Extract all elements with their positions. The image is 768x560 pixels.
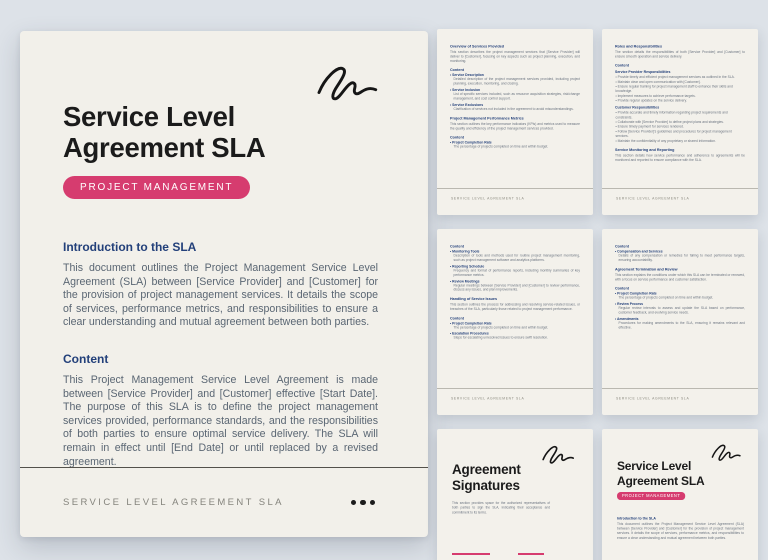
bullet-desc: Steps for escalating unresolved issues to ensure swift resolution. xyxy=(453,336,549,340)
bullet-label: • Review Process xyxy=(615,302,745,306)
thumb-heading: Agreement Termination and Review xyxy=(615,266,678,272)
bullet-label: • Project Completion Rate xyxy=(615,292,745,296)
bullet-item xyxy=(615,302,745,315)
bullet-label: • Monitoring Tools xyxy=(450,250,580,254)
bullet-label: • Compensation and Services xyxy=(615,250,745,254)
bullet-item xyxy=(450,250,580,263)
signature-line-provider xyxy=(452,553,490,555)
title-line-2: Signatures xyxy=(452,478,520,493)
thumb-subheading: Customer Responsibilities xyxy=(615,106,660,110)
thumb-content xyxy=(615,244,745,388)
bullet-desc: Clarification of services not included in the agreement to avoid misunderstandings. xyxy=(453,107,574,111)
bullet-desc: Regular review intervals to assess and update the SLA based on performance, customer feedback, and evolving service needs. xyxy=(618,306,745,315)
signature-line-customer xyxy=(518,553,544,555)
thumb-para: This section describes the project management services that [Service Provider] will deliver to [Customer], focusing on key aspects such as project planning, execution, and monitoring. xyxy=(450,50,580,64)
thumb-li: • Collaborate with [Service Provider] to define project plans and strategies. xyxy=(616,120,746,125)
footer-title: SERVICE LEVEL AGREEMENT SLA xyxy=(616,396,690,401)
signatures-body: This section provides space for the authorized representatives of both parties to sign the SLA, indicating their acceptance and commitment to its terms. xyxy=(452,501,550,515)
thumb-heading: Content xyxy=(450,67,464,73)
thumb-footer xyxy=(437,188,593,208)
thumb-li: • Ensure regular training for project management staff to enhance their skills and knowledge. xyxy=(616,84,746,93)
bullet-desc: The percentage of projects completed on time and within budget. xyxy=(453,325,549,330)
thumb-li: • Maintain the confidentiality of any proprietary or shared information. xyxy=(616,139,746,144)
section-heading-content: Content xyxy=(63,351,109,366)
ellipsis-icon xyxy=(351,500,376,506)
thumb-heading: Content xyxy=(615,244,629,249)
title-line-1: Service Level xyxy=(63,101,235,132)
bullet-label: • Project Completion Rate xyxy=(450,322,580,326)
footer-title: SERVICE LEVEL AGREEMENT SLA xyxy=(63,497,284,508)
thumb-footer xyxy=(602,388,758,408)
bullet-label: • Service Exclusions xyxy=(450,103,580,107)
thumb-content xyxy=(450,244,580,388)
thumb-para: This section outlines the key performance indicators (KPIs) and metrics used to measure the quality and efficiency of the project management services provided. xyxy=(450,122,580,131)
signatures-title xyxy=(452,462,521,494)
bullet-item xyxy=(450,74,580,87)
thumb-heading: Content xyxy=(450,244,464,249)
document-title xyxy=(63,31,378,163)
thumb-li: • Provide regular updates on the service delivery. xyxy=(616,98,746,103)
thumb-heading: Roles and Responsibilities xyxy=(615,44,663,49)
section-body-content: This Project Management Service Level Agreement is made between [Service Provider] and [Customer] effective [Start Date]. The purpose of this SLA is to define the project management services provided, performance standards, and the responsibilities of both parties to ensure optimal service delivery. The SLA will remain in effect until [End Date] or until replaced by a revised agreement. xyxy=(63,373,378,467)
footer-title: SERVICE LEVEL AGREEMENT SLA xyxy=(616,196,690,201)
bullet-item xyxy=(615,250,745,263)
section-body-introduction: This document outlines the Project Management Service Level Agreement (SLA) between [Service Provider] and [Customer] for the provision of project management services. It details the scope of services, performance metrics, and responsibilities to ensure a clear understanding and mutual agreement between both parties. xyxy=(63,262,378,329)
thumb-heading: Service Monitoring and Reporting xyxy=(615,147,675,152)
title-line-2: Agreement SLA xyxy=(617,473,705,488)
bullet-label: • Amendments xyxy=(615,317,745,321)
page-thumbnail-signatures xyxy=(437,429,593,560)
thumb-heading: Content xyxy=(615,285,629,291)
bullet-label: • Service Description xyxy=(450,74,580,78)
footer-title: SERVICE LEVEL AGREEMENT SLA xyxy=(451,196,525,201)
thumb-li: • Implement measures to achieve performance targets. xyxy=(616,94,746,99)
title-line-2: Agreement SLA xyxy=(63,132,266,163)
thumb-heading: Handling of Service Issues xyxy=(450,296,498,302)
thumb-li: • Provide timely and efficient project management services as outlined in the SLA. xyxy=(616,75,746,80)
cover-footer xyxy=(20,467,428,537)
bullet-label: • Escalation Procedures xyxy=(450,332,580,336)
thumb-li: • Provide accurate and timely information regarding project requirements and constraints. xyxy=(616,111,746,120)
bullet-label: • Review Meetings xyxy=(450,280,580,284)
bullet-desc: Details of any compensation or remedies for failing to meet performance targets, ensuring accountability. xyxy=(618,254,745,262)
bullet-item xyxy=(450,141,580,149)
bullet-desc: Frequency and format of performance reports, including monthly summaries of key performance metrics. xyxy=(453,268,580,277)
bullet-item xyxy=(450,265,580,278)
thumb-heading: Content xyxy=(450,134,464,140)
bullet-item xyxy=(615,292,745,300)
footer-title: SERVICE LEVEL AGREEMENT SLA xyxy=(451,396,525,401)
thumb-li: • Maintain clear and open communication with [Customer]. xyxy=(616,80,746,85)
thumb-heading: Content xyxy=(615,63,629,68)
thumb-content xyxy=(450,44,580,188)
bullet-item xyxy=(450,280,580,293)
bullet-label: • Reporting Schedule xyxy=(450,265,580,269)
bullet-desc: Detailed description of the project management services provided, including project planning, execution, monitoring, and closing. xyxy=(453,77,580,86)
section-body-introduction: This document outlines the Project Management Service Level Agreement (SLA) between [Service Provider] and [Customer] for the provision of project management services. It details the scope of services, performance metrics, and responsibilities to ensure a clear understanding and mutual agreement between both parties. xyxy=(617,522,744,540)
section-heading-introduction: Introduction to the SLA xyxy=(617,517,656,521)
bullet-label: • Project Completion Rate xyxy=(450,141,580,145)
squiggle-logo-icon xyxy=(709,440,743,464)
thumb-subheading: Service Provider Responsibilities xyxy=(615,70,671,75)
page-thumbnail-3 xyxy=(602,29,758,215)
mini-cover-title xyxy=(617,459,704,488)
thumb-para: This section outlines the process for addressing and resolving service-related issues, or breaches of the SLA, particularly those related to project management performance. xyxy=(450,303,580,312)
bullet-desc: The percentage of projects completed on time and within budget. xyxy=(453,144,549,149)
bullet-desc: Procedures for making amendments to the SLA, ensuring it remains relevant and effective. xyxy=(618,321,745,330)
bullet-label: • Service Inclusion xyxy=(450,89,580,93)
title-line-1: Service Level xyxy=(617,459,692,473)
thumb-li: • Ensure timely payment for services rendered. xyxy=(616,125,746,130)
bullet-desc: List of specific services included, such as resource acquisition strategies, risk/change management, and cost control support. xyxy=(453,92,580,101)
bullet-item xyxy=(615,317,745,330)
section-heading-introduction: Introduction to the SLA xyxy=(63,240,197,254)
bullet-item xyxy=(450,322,580,330)
bullet-item xyxy=(450,89,580,102)
category-badge: PROJECT MANAGEMENT xyxy=(63,176,250,199)
cover-content xyxy=(20,31,428,467)
bullet-desc: Description of tools and methods used for routine project management monitoring, such as project management software and analytics platforms. xyxy=(453,254,580,262)
bullet-desc: Regular meetings between [Service Provider] and [Customer] to review performance, discuss any issues, and plan improvements. xyxy=(453,283,580,292)
thumb-para: The section details the responsibilities of both [Service Provider] and [Customer] to ensure smooth operation and service delivery. xyxy=(615,50,745,59)
page-thumbnail-4 xyxy=(437,229,593,415)
category-badge: PROJECT MANAGEMENT xyxy=(617,492,685,500)
thumb-para: This section explains the conditions under which this SLA can be terminated or renewed, with a focus on service performance and customer satisfaction. xyxy=(615,273,745,282)
thumb-content xyxy=(615,44,745,188)
thumb-heading: Content xyxy=(450,315,464,321)
thumb-heading: Project Management Performance Metrics xyxy=(450,115,524,121)
title-line-1: Agreement xyxy=(452,462,521,477)
page-thumbnail-5 xyxy=(602,229,758,415)
squiggle-logo-icon xyxy=(539,441,577,467)
thumb-footer xyxy=(437,388,593,408)
bullet-desc: The percentage of projects completed on time and within budget. xyxy=(618,295,714,300)
mini-cover-content xyxy=(617,517,744,540)
thumb-para: This section details how service performance and adherence to agreements will be monitored and reported to ensure compliance with the SLA. xyxy=(615,153,745,162)
thumb-footer xyxy=(602,188,758,208)
page-thumbnail-2 xyxy=(437,29,593,215)
thumb-li: • Follow [Service Provider]'s guidelines and procedures for project management services. xyxy=(616,129,746,138)
cover-page xyxy=(20,31,428,537)
page-thumbnail-cover xyxy=(602,429,758,560)
thumb-heading: Overview of Services Provided xyxy=(450,44,505,49)
bullet-item xyxy=(450,103,580,111)
bullet-item xyxy=(450,332,580,340)
